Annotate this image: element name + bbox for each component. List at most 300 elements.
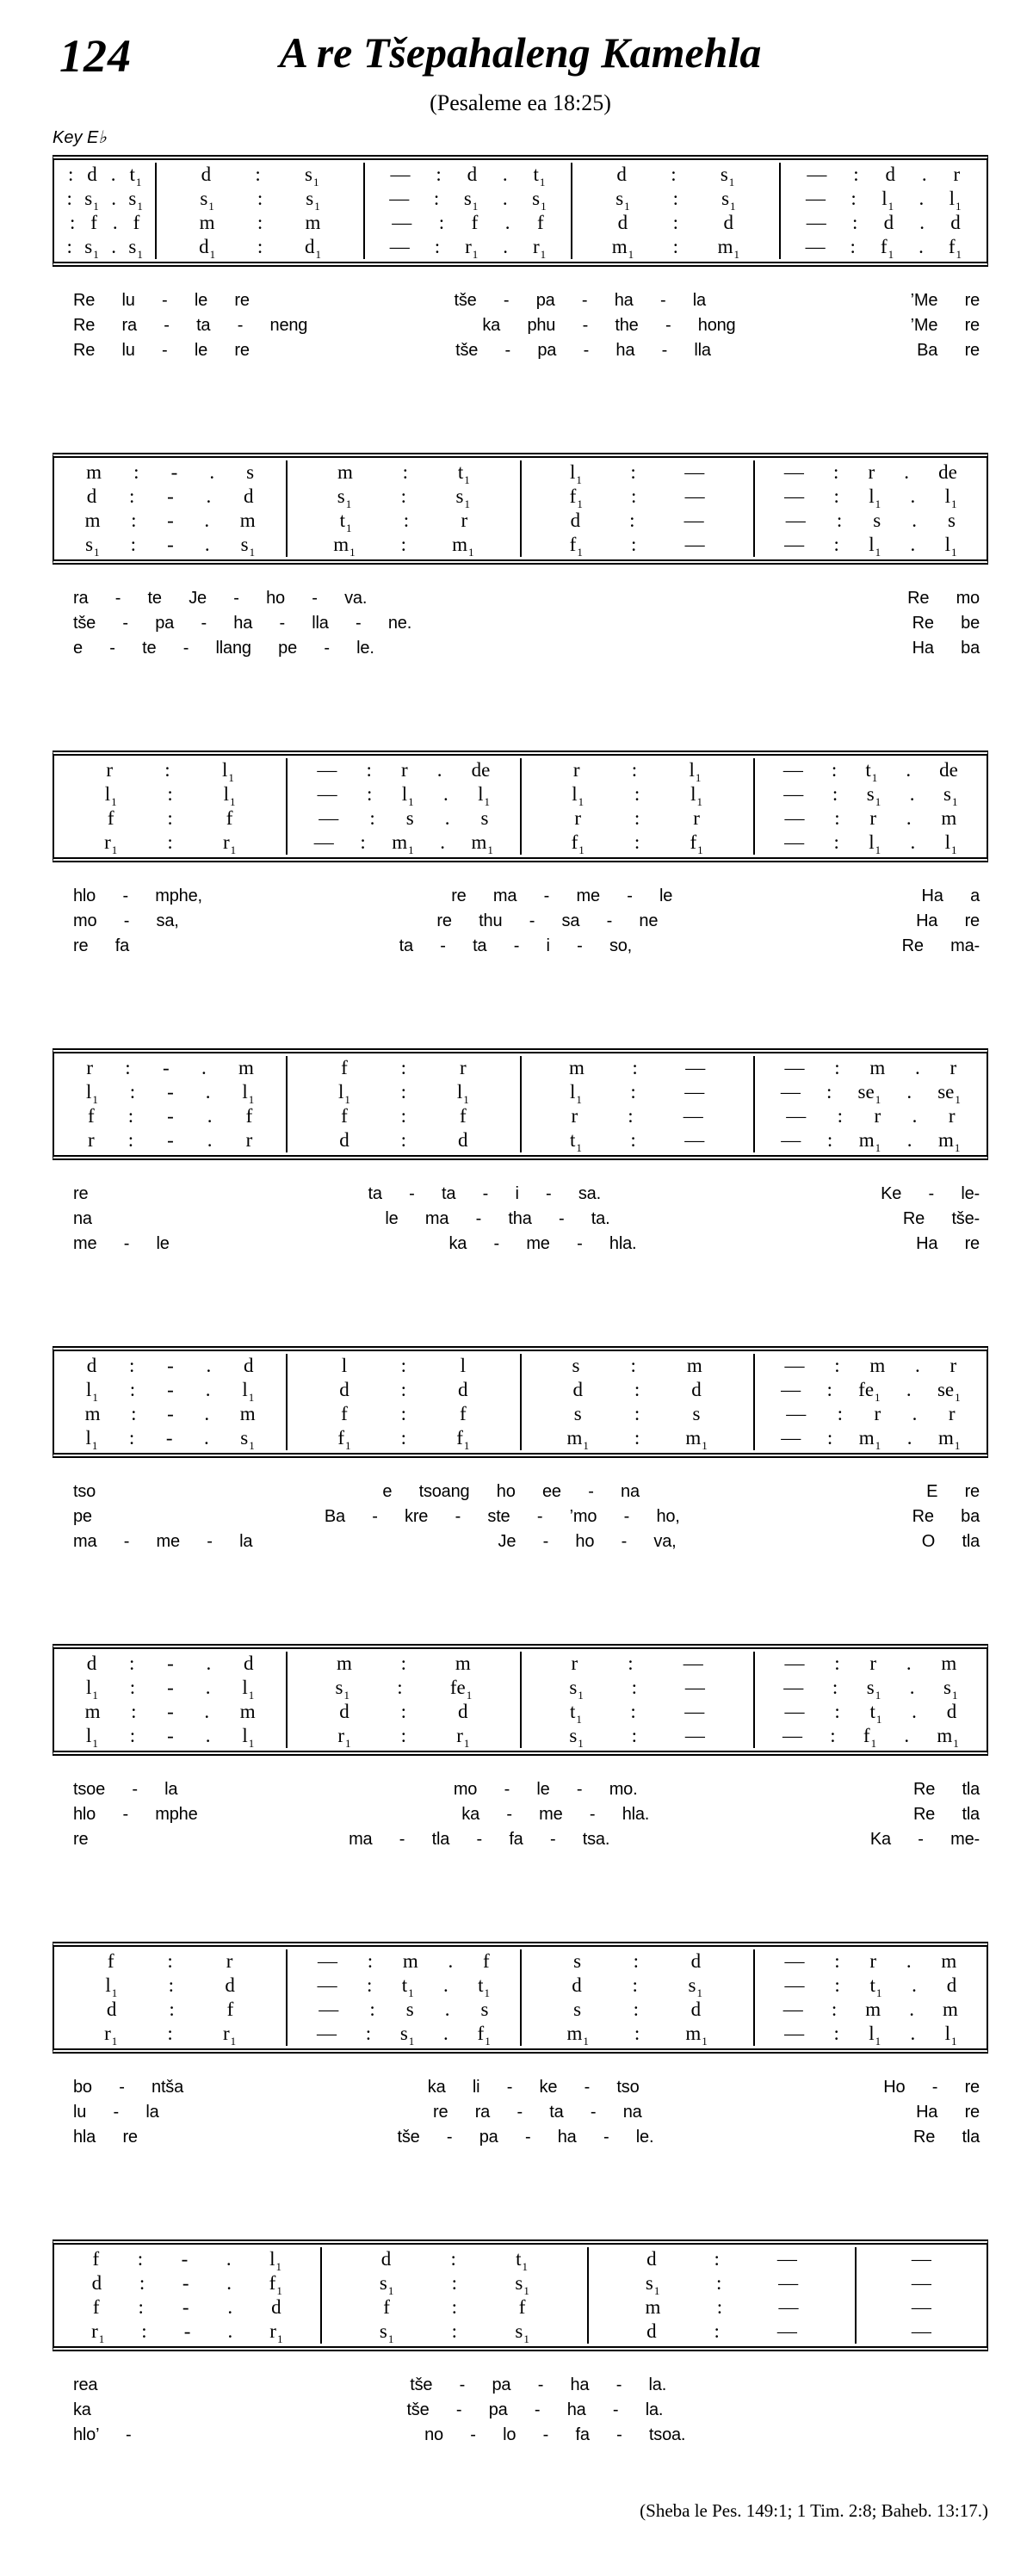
note-token: - bbox=[167, 510, 174, 531]
note-token: — bbox=[784, 1701, 805, 1722]
lyric-segment: e - te - llang pe - le. bbox=[73, 639, 374, 658]
octave-mark: 1 bbox=[875, 497, 881, 510]
note-token: : bbox=[851, 212, 858, 233]
note-token: . bbox=[111, 188, 116, 209]
note-token: de bbox=[939, 759, 958, 781]
note-token: $m_1$ bbox=[392, 831, 414, 856]
lyric-line-verse1 bbox=[73, 1480, 980, 1504]
note-token: - bbox=[167, 1701, 174, 1722]
note-token: d bbox=[458, 1379, 468, 1400]
voice-tenor bbox=[322, 2295, 588, 2320]
voice-soprano bbox=[288, 758, 519, 782]
note-token: : bbox=[257, 188, 263, 209]
note-token: — bbox=[392, 212, 412, 233]
note-token: $m_1$ bbox=[937, 1725, 959, 1750]
voice-alto bbox=[157, 187, 362, 211]
note-token: $m_1$ bbox=[938, 1129, 961, 1154]
note-token: d bbox=[950, 212, 961, 233]
octave-mark: 1 bbox=[875, 546, 881, 559]
note-token: r bbox=[869, 1950, 877, 1972]
voice-bass bbox=[54, 2320, 320, 2344]
note-token: — bbox=[911, 2272, 931, 2294]
note-token: : bbox=[834, 807, 840, 829]
voice-bass bbox=[54, 831, 286, 855]
lyric-segment: no - lo - fa - tsoa. bbox=[424, 2425, 686, 2444]
measure-2 bbox=[155, 211, 362, 259]
measure-4 bbox=[753, 806, 987, 855]
note-token: $s_1$ bbox=[515, 2272, 529, 2297]
note-token: : bbox=[851, 188, 857, 209]
note-token: : bbox=[714, 2248, 720, 2270]
octave-mark: 1 bbox=[702, 2035, 708, 2048]
note-token: d bbox=[946, 1974, 957, 1996]
note-token: — bbox=[784, 2023, 805, 2044]
octave-mark: 1 bbox=[209, 248, 216, 261]
measure-4 bbox=[753, 1949, 987, 1998]
note-token: d bbox=[690, 1998, 702, 2020]
treble-pair bbox=[54, 163, 987, 211]
lyric-segment: ta - ta - i - sa. bbox=[368, 1184, 601, 1203]
voice-bass bbox=[288, 1128, 519, 1152]
octave-mark: 1 bbox=[137, 200, 143, 213]
note-token: m bbox=[238, 1057, 254, 1078]
system-8 bbox=[53, 2239, 988, 2537]
note-token: : bbox=[630, 1355, 636, 1376]
voice-tenor bbox=[54, 1402, 286, 1426]
measure-3 bbox=[520, 460, 753, 509]
note-token: . bbox=[906, 807, 912, 829]
octave-mark: 1 bbox=[312, 176, 319, 188]
lyric-segment: Ha ba bbox=[912, 639, 980, 658]
note-token: — bbox=[783, 1677, 804, 1698]
measure-4 bbox=[571, 211, 778, 259]
lyric-line-verse3 bbox=[73, 2125, 980, 2150]
lyric-line-verse2 bbox=[73, 611, 980, 636]
lyric-segment: ’Me re bbox=[910, 316, 980, 335]
octave-mark: 1 bbox=[624, 200, 630, 213]
measure-2 bbox=[286, 1700, 519, 1748]
note-token: $t_1$ bbox=[457, 461, 470, 486]
note-token: — bbox=[783, 783, 804, 805]
voice-bass bbox=[322, 2320, 588, 2344]
note-token: r bbox=[574, 807, 582, 829]
note-token: $l_1$ bbox=[242, 1081, 255, 1106]
note-token: . bbox=[909, 1998, 914, 2020]
note-token: — bbox=[684, 1725, 705, 1746]
note-token: m bbox=[337, 1652, 352, 1674]
lyric-segment: tso bbox=[73, 1482, 96, 1501]
octave-mark: 1 bbox=[888, 200, 894, 213]
note-token: $r_1$ bbox=[222, 2023, 237, 2048]
note-token: d bbox=[339, 1379, 349, 1400]
voice-soprano bbox=[755, 1056, 987, 1080]
note-token: $t_1$ bbox=[865, 759, 878, 784]
octave-mark: 1 bbox=[870, 1737, 877, 1750]
note-token: - bbox=[167, 1129, 174, 1151]
note-token: d bbox=[243, 1652, 254, 1674]
voice-alto bbox=[54, 1080, 286, 1104]
note-token: $s_1$ bbox=[200, 188, 214, 213]
note-token: $s_1$ bbox=[84, 188, 99, 213]
solfa-stave bbox=[53, 155, 988, 267]
lyric-line-verse2 bbox=[73, 313, 980, 338]
note-token: $r_1$ bbox=[104, 831, 118, 856]
treble-pair bbox=[54, 1949, 987, 1998]
note-token: s bbox=[873, 510, 881, 531]
note-token: $l_1$ bbox=[869, 831, 881, 856]
header bbox=[53, 0, 988, 155]
voice-soprano bbox=[857, 2247, 987, 2271]
note-token: l bbox=[341, 1355, 348, 1376]
note-token: $l_1$ bbox=[944, 831, 957, 856]
note-token: — bbox=[781, 1379, 801, 1400]
note-token: . bbox=[112, 212, 118, 233]
note-token: : bbox=[400, 485, 407, 507]
lyric-segment: Ba re bbox=[917, 341, 980, 360]
measure-4 bbox=[753, 1056, 987, 1104]
voice-bass bbox=[522, 1128, 753, 1152]
note-token: $s_1$ bbox=[128, 236, 143, 261]
voice-bass bbox=[755, 1128, 987, 1152]
note-token: - bbox=[182, 2296, 189, 2318]
note-token: d bbox=[91, 2272, 102, 2294]
note-token: : bbox=[367, 1974, 373, 1996]
note-token: m bbox=[239, 1403, 256, 1424]
note-token: m bbox=[455, 1652, 471, 1674]
measure-2 bbox=[286, 1056, 519, 1104]
voice-alto bbox=[781, 187, 987, 211]
lyric-line-verse3 bbox=[73, 1529, 980, 1554]
note-token: — bbox=[782, 759, 803, 781]
note-token: . bbox=[910, 2023, 916, 2044]
voice-soprano bbox=[755, 1949, 987, 1974]
octave-mark: 1 bbox=[408, 1986, 414, 1999]
voice-soprano bbox=[522, 1354, 753, 1378]
octave-mark: 1 bbox=[577, 546, 583, 559]
note-token: f bbox=[107, 1950, 114, 1972]
note-token: . bbox=[912, 1403, 918, 1424]
lyric-segment: tše - pa - ha - la bbox=[454, 291, 706, 310]
voice-tenor bbox=[54, 1998, 286, 2022]
measure-4 bbox=[753, 1402, 987, 1450]
note-token: . bbox=[910, 534, 916, 555]
note-token: $l_1$ bbox=[242, 1379, 255, 1404]
note-token: . bbox=[921, 164, 927, 185]
note-token: : bbox=[129, 1677, 136, 1698]
voice-bass bbox=[522, 533, 753, 557]
note-token: s bbox=[692, 1403, 701, 1424]
note-token: $r_1$ bbox=[91, 2320, 105, 2345]
lyric-segment: Re tla bbox=[912, 1805, 980, 1824]
note-token: $s_1$ bbox=[84, 236, 99, 261]
note-token: : bbox=[129, 1725, 136, 1746]
voice-bass bbox=[54, 235, 155, 259]
note-token: $s_1$ bbox=[866, 1677, 881, 1702]
lyric-segment: lu - la bbox=[73, 2103, 159, 2122]
note-token: d bbox=[723, 212, 734, 233]
note-token: - bbox=[181, 2248, 189, 2270]
note-token: : bbox=[451, 2296, 458, 2318]
note-token: : bbox=[400, 1105, 407, 1127]
measure-3 bbox=[520, 758, 753, 806]
note-token: : bbox=[631, 485, 637, 507]
bass-pair bbox=[54, 2295, 987, 2344]
note-token: : bbox=[169, 1998, 175, 2020]
octave-mark: 1 bbox=[522, 2260, 528, 2273]
lyric-line-verse3 bbox=[73, 1232, 980, 1257]
voice-bass bbox=[522, 1724, 753, 1748]
note-token: s bbox=[572, 1355, 580, 1376]
octave-mark: 1 bbox=[539, 176, 546, 188]
note-token: f bbox=[341, 1403, 348, 1424]
note-token: d bbox=[691, 1379, 702, 1400]
lyric-segment: re ra - ta - na bbox=[432, 2103, 642, 2122]
note-token: — bbox=[684, 1129, 705, 1151]
note-token: $m_1$ bbox=[333, 534, 356, 559]
note-token: : bbox=[631, 534, 637, 555]
note-token: — bbox=[806, 212, 826, 233]
note-token: . bbox=[443, 2023, 448, 2044]
lyrics-block bbox=[53, 2373, 988, 2448]
note-token: $r_1$ bbox=[337, 1725, 351, 1750]
octave-mark: 1 bbox=[697, 843, 703, 856]
octave-mark: 1 bbox=[248, 1391, 255, 1404]
lyrics-block bbox=[53, 1480, 988, 1554]
voice-alto bbox=[365, 187, 571, 211]
note-token: : bbox=[400, 1379, 407, 1400]
octave-mark: 1 bbox=[93, 200, 99, 213]
note-token: - bbox=[167, 1677, 174, 1698]
voice-bass bbox=[288, 2022, 519, 2046]
note-token: — bbox=[317, 1974, 337, 1996]
note-token: d bbox=[243, 485, 254, 507]
note-token: $t_1$ bbox=[869, 1701, 882, 1726]
note-token: $s_1$ bbox=[240, 534, 256, 559]
note-token: . bbox=[201, 1057, 207, 1078]
note-token: d bbox=[86, 485, 97, 507]
octave-mark: 1 bbox=[954, 1439, 961, 1452]
octave-mark: 1 bbox=[249, 546, 256, 559]
note-token: — bbox=[319, 807, 339, 829]
note-token: $s_1$ bbox=[306, 188, 320, 213]
note-token: m bbox=[941, 1950, 957, 1972]
note-token: $s_1$ bbox=[515, 2320, 529, 2345]
note-token: $l_1$ bbox=[944, 534, 957, 559]
octave-mark: 1 bbox=[875, 1439, 881, 1452]
octave-mark: 1 bbox=[248, 1689, 255, 1702]
note-token: — bbox=[782, 1725, 802, 1746]
voice-bass bbox=[157, 235, 362, 259]
octave-mark: 1 bbox=[466, 1689, 473, 1702]
note-token: r bbox=[948, 1105, 956, 1127]
note-token: r bbox=[948, 1403, 956, 1424]
lyric-segment: Re tše- bbox=[902, 1209, 980, 1228]
lyric-segment: Re lu - le re bbox=[73, 341, 250, 360]
measure-5 bbox=[779, 211, 987, 259]
note-token: s bbox=[405, 807, 414, 829]
note-token: r bbox=[245, 1129, 253, 1151]
lyrics-block bbox=[53, 1777, 988, 1852]
note-token: $s_1$ bbox=[128, 188, 143, 213]
octave-mark: 1 bbox=[111, 2035, 118, 2048]
note-token: $f_1$ bbox=[690, 831, 703, 856]
note-token: $m_1$ bbox=[471, 831, 493, 856]
note-token: : bbox=[128, 1427, 135, 1449]
voice-alto bbox=[288, 1080, 519, 1104]
note-token: d bbox=[380, 2248, 392, 2270]
octave-mark: 1 bbox=[956, 200, 962, 213]
note-token: $t_1$ bbox=[533, 164, 546, 188]
note-token: d bbox=[201, 164, 212, 185]
note-token: m bbox=[402, 1950, 418, 1972]
voice-soprano bbox=[54, 1652, 286, 1676]
octave-mark: 1 bbox=[472, 200, 479, 213]
bass-pair bbox=[54, 211, 987, 259]
octave-mark: 1 bbox=[463, 1439, 470, 1452]
note-token: : bbox=[167, 831, 173, 853]
note-token: f bbox=[90, 212, 97, 233]
octave-mark: 1 bbox=[248, 1737, 255, 1750]
note-token: m bbox=[645, 2296, 661, 2318]
note-token: : bbox=[400, 534, 407, 555]
note-token: : bbox=[716, 2296, 723, 2318]
note-token: . bbox=[207, 1105, 213, 1127]
lyric-segment: re bbox=[73, 1184, 89, 1203]
octave-mark: 1 bbox=[953, 1737, 959, 1750]
note-token: . bbox=[204, 1403, 210, 1424]
note-token: : bbox=[128, 1355, 135, 1376]
note-token: : bbox=[830, 1725, 836, 1746]
lyric-segment: ka bbox=[73, 2400, 91, 2419]
note-token: f bbox=[518, 2296, 526, 2318]
octave-mark: 1 bbox=[730, 200, 736, 213]
note-token: — bbox=[805, 236, 826, 257]
lyric-segment: Re tla bbox=[912, 1780, 980, 1799]
measure-3 bbox=[520, 1104, 753, 1152]
octave-mark: 1 bbox=[387, 2332, 394, 2345]
note-token: $r_1$ bbox=[456, 1725, 470, 1750]
voice-tenor bbox=[572, 211, 778, 235]
note-token: : bbox=[438, 212, 445, 233]
note-token: : bbox=[400, 1129, 407, 1151]
note-token: : bbox=[837, 1403, 844, 1424]
lyric-segment: E re bbox=[926, 1482, 980, 1501]
note-token: : bbox=[633, 1998, 640, 2020]
note-token: . bbox=[904, 461, 909, 483]
note-token: : bbox=[360, 831, 366, 853]
octave-mark: 1 bbox=[229, 795, 236, 808]
octave-mark: 1 bbox=[951, 546, 957, 559]
note-token: d bbox=[339, 1129, 349, 1151]
note-token: — bbox=[316, 2023, 337, 2044]
note-token: — bbox=[685, 1057, 706, 1078]
lyric-line-verse3 bbox=[73, 934, 980, 959]
note-token: $l_1$ bbox=[401, 783, 414, 808]
octave-mark: 1 bbox=[578, 1689, 584, 1702]
note-token: d bbox=[883, 212, 894, 233]
note-token: . bbox=[909, 783, 915, 805]
note-token: f bbox=[483, 1950, 490, 1972]
lyric-segment bbox=[979, 2398, 980, 2423]
lyric-line-verse2 bbox=[73, 1504, 980, 1529]
lyric-segment: me - le bbox=[73, 1234, 170, 1253]
note-token: - bbox=[167, 1379, 174, 1400]
lyric-segment: Re mo bbox=[907, 589, 980, 608]
note-token: $m_1$ bbox=[566, 2023, 589, 2048]
measure-3 bbox=[520, 1056, 753, 1104]
lyric-segment: ra - te Je - ho - va. bbox=[73, 589, 368, 608]
system-4 bbox=[53, 1048, 988, 1346]
treble-pair bbox=[54, 1354, 987, 1402]
note-token: : bbox=[137, 2248, 144, 2270]
lyric-line-verse2 bbox=[73, 909, 980, 934]
lyrics-block bbox=[53, 884, 988, 959]
octave-mark: 1 bbox=[485, 2035, 491, 2048]
voice-bass bbox=[288, 533, 519, 557]
measure-4 bbox=[753, 1700, 987, 1748]
note-token: : bbox=[167, 2023, 173, 2044]
voice-bass bbox=[857, 2320, 987, 2344]
voice-alto bbox=[522, 1974, 753, 1998]
voice-bass bbox=[54, 1128, 286, 1152]
note-token: d bbox=[458, 1701, 468, 1722]
solfa-stave bbox=[53, 2239, 988, 2351]
note-token: r bbox=[86, 1057, 93, 1078]
voice-bass bbox=[288, 831, 519, 855]
note-token: $r_1$ bbox=[104, 2023, 118, 2048]
octave-mark: 1 bbox=[523, 2284, 529, 2297]
octave-mark: 1 bbox=[349, 546, 356, 559]
lyric-line-verse1 bbox=[73, 1777, 980, 1802]
note-token: — bbox=[782, 1998, 803, 2020]
note-token: $l_1$ bbox=[944, 485, 957, 510]
note-token: : bbox=[400, 1057, 407, 1078]
note-token: — bbox=[776, 2320, 797, 2342]
note-token: m bbox=[199, 212, 215, 233]
note-token: . bbox=[111, 236, 116, 257]
voice-soprano bbox=[54, 758, 286, 782]
lyric-segment: ma - tla - fa - tsa. bbox=[349, 1830, 610, 1849]
note-token: : bbox=[128, 485, 135, 507]
octave-mark: 1 bbox=[387, 2284, 394, 2297]
octave-mark: 1 bbox=[628, 248, 634, 261]
voice-tenor bbox=[54, 1700, 286, 1724]
octave-mark: 1 bbox=[111, 795, 117, 808]
bass-pair bbox=[54, 1998, 987, 2046]
measure-4 bbox=[855, 2295, 987, 2344]
voice-alto bbox=[54, 1378, 286, 1402]
measure-3 bbox=[520, 1652, 753, 1700]
lyric-segment: mo - sa, bbox=[73, 911, 179, 930]
voice-soprano bbox=[288, 460, 519, 485]
note-token: : bbox=[131, 1403, 137, 1424]
note-token: $l_1$ bbox=[104, 783, 117, 808]
note-token: : bbox=[832, 783, 838, 805]
note-token: m bbox=[84, 510, 101, 531]
octave-mark: 1 bbox=[875, 1689, 881, 1702]
note-token: f bbox=[471, 212, 479, 233]
octave-mark: 1 bbox=[249, 1439, 255, 1452]
lyric-line-verse3 bbox=[73, 338, 980, 363]
note-token: — bbox=[911, 2320, 931, 2342]
note-token: — bbox=[786, 1105, 807, 1127]
octave-mark: 1 bbox=[695, 771, 702, 784]
note-token: — bbox=[781, 1129, 801, 1151]
measure-2 bbox=[286, 1949, 519, 1998]
octave-mark: 1 bbox=[875, 1986, 882, 1999]
measure-3 bbox=[520, 509, 753, 557]
lyric-segment: re ma - me - le bbox=[451, 886, 673, 905]
